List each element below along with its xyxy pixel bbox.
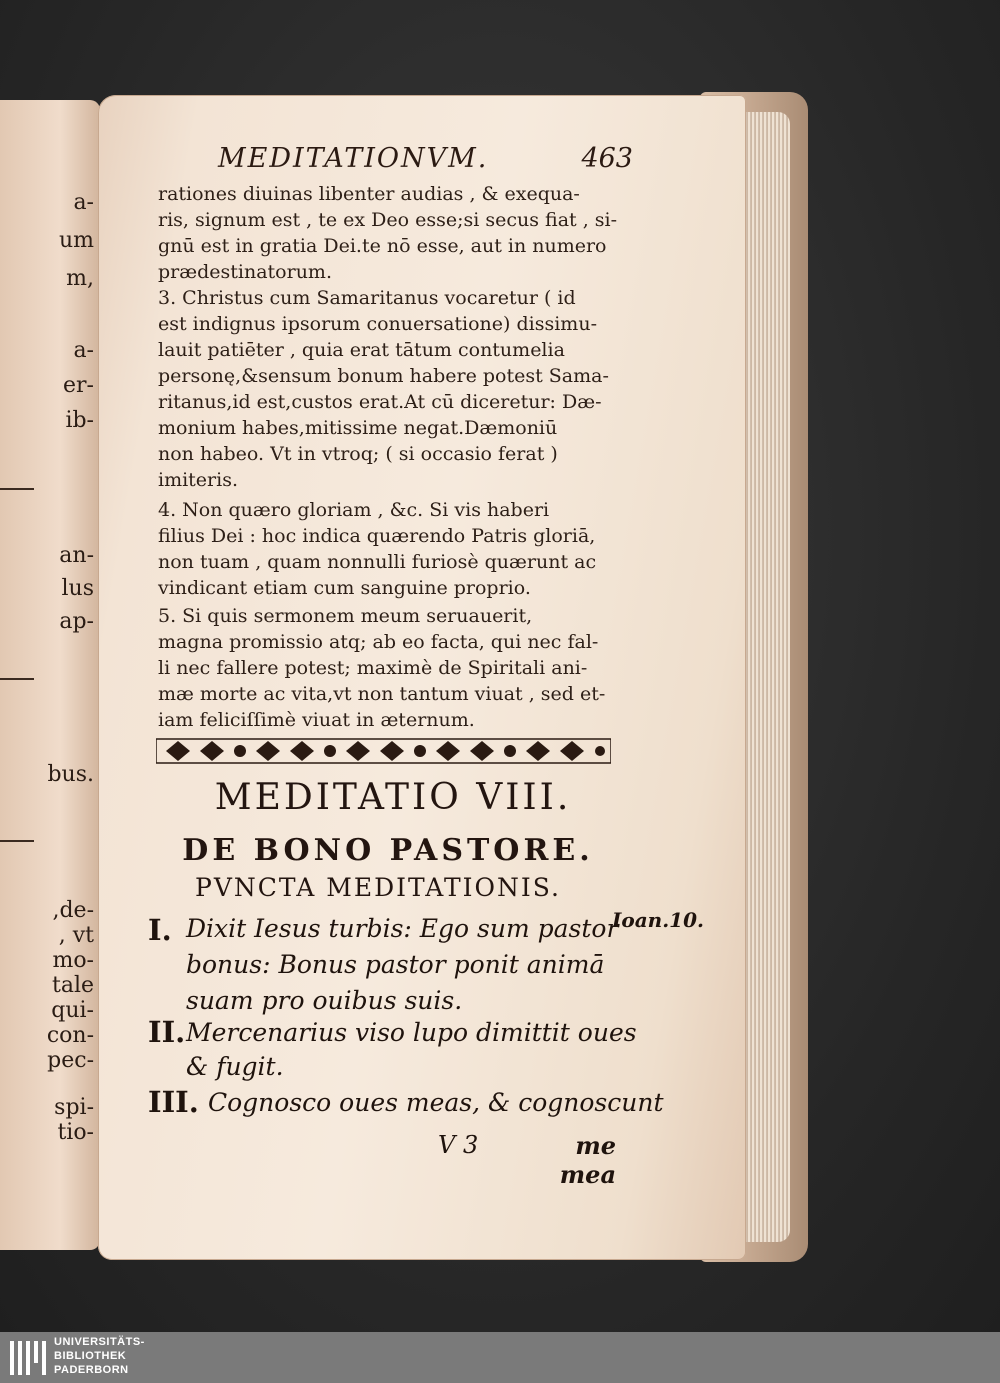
left-page-fragment: ib-	[65, 408, 94, 433]
left-page-fragment: er-	[63, 373, 94, 398]
left-page-fragment: mo-	[52, 948, 94, 973]
text-line: li nec fallere potest; maximè de Spiritali ani-	[158, 657, 588, 679]
page-number: 463	[581, 143, 633, 174]
text-line: personę,&sensum bonum habere potest Sama-	[158, 365, 609, 387]
text-line: 3. Christus cum Samaritanus vocaretur ( id	[158, 287, 576, 309]
left-page-fragment: m,	[66, 266, 94, 291]
library-name	[54, 1335, 214, 1381]
decorative-ornament-band	[156, 735, 611, 767]
left-page-fragment: bus.	[47, 762, 94, 787]
text-line: imiteris.	[158, 469, 238, 491]
left-page-fragment: con-	[46, 1023, 94, 1048]
marginal-note: Ioan.10.	[612, 908, 704, 932]
left-page-fragment: tio-	[57, 1120, 94, 1145]
left-page-rule	[0, 488, 34, 490]
text-line: non tuam , quam nonnulli furiosè quærunt ac	[158, 551, 597, 573]
right-page	[98, 95, 746, 1260]
page-leaves	[740, 112, 790, 1242]
point-line: bonus: Bonus pastor ponit animā	[186, 950, 605, 979]
text-line: vindicant etiam cum sanguine proprio.	[158, 577, 531, 599]
point-line: Mercenarius viso lupo dimittit oues	[186, 1018, 637, 1047]
left-page-fragment: ,de-	[52, 898, 94, 923]
point-number: II.	[148, 1015, 186, 1049]
library-name-line: BIBLIOTHEK	[54, 1350, 127, 1362]
point-line: Cognosco oues meas, & cognoscunt	[208, 1088, 664, 1117]
library-name-line: UNIVERSITÄTS-	[54, 1336, 145, 1348]
left-page-fragment: pec-	[47, 1048, 94, 1073]
left-page-rule	[0, 678, 34, 680]
text-line: filius Dei : hoc indica quærendo Patris gloriā,	[158, 525, 596, 547]
text-line: mæ morte ac vita,vt non tantum viuat , sed et-	[158, 683, 606, 705]
text-line: rationes diuinas libenter audias , & exequa-	[158, 183, 580, 205]
left-page-fragment: a-	[73, 190, 94, 215]
left-page-fragment: , vt	[58, 923, 94, 948]
text-line: ris, signum est , te ex Deo esse;si secus fiat , si-	[158, 209, 618, 231]
running-head: MEDITATIONVM.	[218, 143, 489, 174]
text-line: est indignus ipsorum conuersatione) dissimu-	[158, 313, 597, 335]
point-number: I.	[148, 913, 172, 947]
puncta-heading: PVNCTA MEDITATIONIS.	[195, 873, 561, 902]
text-line: non habeo. Vt in vtroq; ( si occasio ferat )	[158, 443, 558, 465]
text-line: gnū est in gratia Dei.te nō esse, aut in numero	[158, 235, 607, 257]
text-line: lauit patiēter , quia erat tātum contumelia	[158, 339, 565, 361]
left-page-fragment: tale	[51, 973, 94, 998]
library-name-line: PADERBORN	[54, 1364, 129, 1376]
left-page-fragment: an-	[59, 543, 94, 568]
left-page-fragment: qui-	[51, 998, 94, 1023]
left-page-rule	[0, 840, 34, 842]
text-line: iam feliciſſimè viuat in æternum.	[158, 709, 475, 731]
text-line: prædestinatorum.	[158, 261, 332, 283]
meditatio-title: MEDITATIO VIII.	[214, 777, 572, 818]
left-page-fragment: ap-	[59, 609, 94, 634]
left-page-fragment: spi-	[54, 1095, 94, 1120]
text-line: magna promissio atq; ab eo facta, qui nec fal-	[158, 631, 599, 653]
left-page-fragment: um	[58, 228, 94, 253]
point-number: III.	[148, 1085, 199, 1119]
text-line: monium habes,mitissime negat.Dæmoniū	[158, 417, 558, 439]
meditatio-subtitle: DE BONO PASTORE.	[182, 833, 594, 868]
library-logo-icon	[8, 1337, 50, 1379]
text-line: 4. Non quæro gloriam , &c. Si vis haberi	[158, 499, 550, 521]
text-line: ritanus,id est,custos erat.At cū diceretur: Dæ-	[158, 391, 602, 413]
left-page-fragment: lus	[61, 576, 94, 601]
point-line: & fugit.	[186, 1052, 284, 1081]
signature-mark: V 3	[438, 1131, 479, 1159]
catchword: me mea	[559, 1131, 616, 1189]
left-page-fragment: a-	[73, 338, 94, 363]
point-line: Dixit Iesus turbis: Ego sum pastor	[186, 914, 619, 943]
text-line: 5. Si quis sermonem meum seruauerit,	[158, 605, 533, 627]
point-line: suam pro ouibus suis.	[186, 986, 463, 1015]
left-page	[0, 100, 100, 1250]
